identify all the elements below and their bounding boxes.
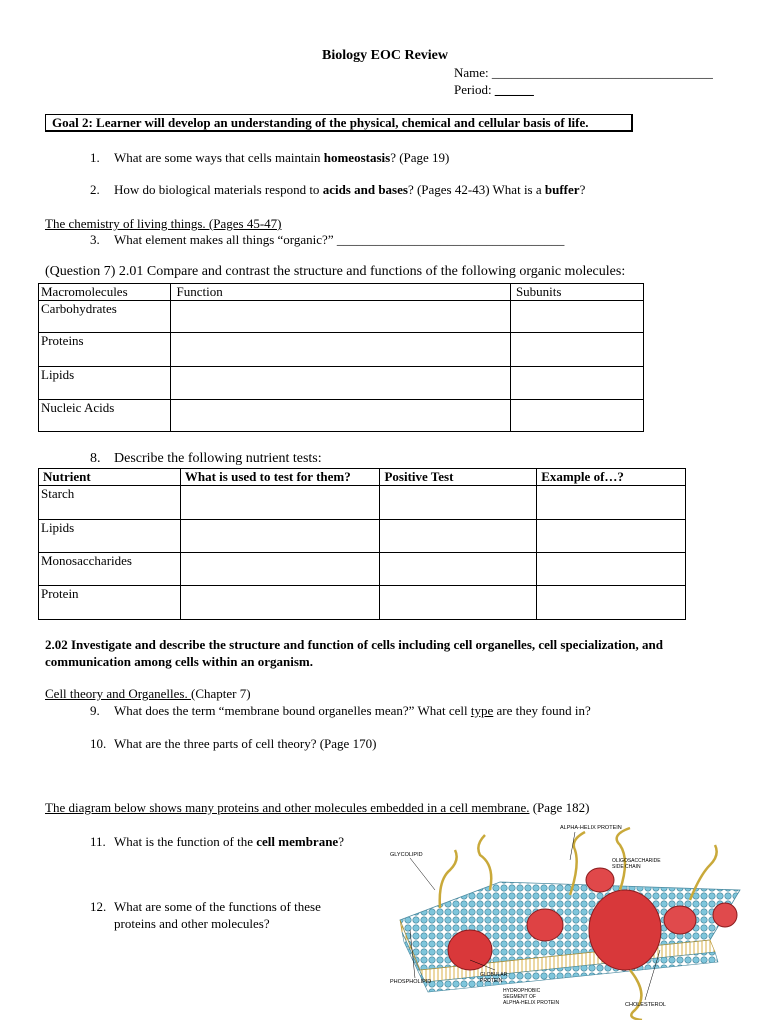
q2-bold-2: buffer <box>544 182 580 197</box>
cell-nucleic-subunits[interactable] <box>510 400 643 432</box>
label-phospholipid: PHOSPHOLIPID <box>390 979 432 985</box>
name-field[interactable] <box>454 65 713 81</box>
question-12 <box>90 899 321 915</box>
cell-protein-test[interactable] <box>180 586 380 620</box>
label-globular-2: PROTEIN <box>480 978 503 984</box>
row-lipids: Lipids <box>39 520 181 553</box>
period-blank: ______ <box>494 82 534 97</box>
cell-protein-example[interactable] <box>537 586 686 620</box>
label-hydro-2: SEGMENT OF <box>503 994 536 1000</box>
q10-text: What are the three parts of cell theory? (Page 170) <box>114 736 377 751</box>
cell-membrane-diagram <box>380 820 750 1020</box>
cell-lipids-example[interactable] <box>537 520 686 553</box>
q11-post: ? <box>338 834 344 849</box>
row-monosaccharides: Monosaccharides <box>39 553 181 586</box>
cell-mono-test[interactable] <box>180 553 380 586</box>
q8-text: Describe the following nutrient tests: <box>114 451 322 466</box>
cell-carb-subunits[interactable] <box>510 301 643 333</box>
q2-pre: How do biological materials respond to <box>114 182 323 197</box>
label-alpha-helix: ALPHA-HELIX PROTEIN <box>560 825 622 831</box>
q12-number: 12. <box>90 899 107 914</box>
question-9 <box>90 703 591 719</box>
period-label: Period: <box>454 82 492 97</box>
diagram-page: (Page 182) <box>529 800 590 815</box>
q11-number: 11. <box>90 834 106 849</box>
q3-blank: ___________________________________ <box>336 232 565 247</box>
row-lipids: Lipids <box>39 367 171 400</box>
q12-line1: What are some of the functions of these <box>114 899 321 914</box>
row-protein: Protein <box>39 586 181 620</box>
question-1 <box>90 150 449 166</box>
cell-carb-function[interactable] <box>171 301 510 333</box>
goal-2-box: Goal 2: Learner will develop an understanding of the physical, chemical and cellular basis of life. <box>45 114 633 132</box>
label-globular-1: GLOBULAR <box>480 972 508 978</box>
q9-pre: What does the term “membrane bound organelles mean?” What cell <box>114 703 471 718</box>
question-7-heading: (Question 7) 2.01 Compare and contrast the structure and functions of the following organic molecules: <box>45 264 626 279</box>
q2-post: ? <box>579 182 586 197</box>
question-3 <box>90 232 564 248</box>
header-subunits: Subunits <box>510 284 643 301</box>
cell-starch-example[interactable] <box>537 486 686 520</box>
q2-number: 2. <box>90 182 100 197</box>
globular-protein-2 <box>527 909 563 941</box>
q9-underlined: type <box>470 703 494 718</box>
cell-theory-heading <box>45 686 251 702</box>
q2-mid: ? (Pages 42-43) What is a <box>407 182 545 197</box>
header-test-used: What is used to test for them? <box>180 469 380 486</box>
name-blank: __________________________________ <box>491 65 713 80</box>
globular-protein-1 <box>448 930 492 970</box>
nutrient-tests-table <box>38 468 686 620</box>
label-oligo-1: OLIGOSACCHARIDE <box>612 858 661 864</box>
question-2 <box>90 182 585 198</box>
globular-protein-3 <box>589 890 661 970</box>
cell-mono-positive[interactable] <box>380 553 537 586</box>
cell-protein-positive[interactable] <box>380 586 537 620</box>
chemistry-heading: The chemistry of living things. (Pages 45-47) <box>45 216 282 231</box>
q11-bold: cell membrane <box>256 834 339 849</box>
cell-lipids-test[interactable] <box>180 520 380 553</box>
alpha-helix-tail <box>630 970 642 1020</box>
q1-pre: What are some ways that cells maintain <box>114 150 324 165</box>
cell-lipids-positive[interactable] <box>380 520 537 553</box>
q2-bold-1: acids and bases <box>322 182 408 197</box>
q1-post: ? (Page 19) <box>390 150 450 165</box>
diagram-heading <box>45 800 589 816</box>
globular-protein-5 <box>713 903 737 927</box>
period-field[interactable] <box>454 82 534 98</box>
section-2-02-heading: 2.02 Investigate and describe the structure and function of cells including cell organelles, cell specialization, and communication among cells within an organism. <box>45 637 663 669</box>
q9-number: 9. <box>90 703 100 718</box>
name-label: Name: <box>454 65 489 80</box>
oligosaccharide-chain-2 <box>478 835 491 890</box>
header-function: Function <box>171 284 510 301</box>
header-example-of: Example of…? <box>537 469 686 486</box>
row-starch: Starch <box>39 486 181 520</box>
cell-theory-chapter: (Chapter 7) <box>190 686 251 701</box>
q3-number: 3. <box>90 232 100 247</box>
macromolecules-table <box>38 283 644 432</box>
q11-pre: What is the function of the <box>114 834 257 849</box>
globular-protein-4 <box>664 906 696 934</box>
cell-theory-title: Cell theory and Organelles. <box>45 686 191 701</box>
row-proteins: Proteins <box>39 333 171 367</box>
cell-protein-function[interactable] <box>171 333 510 367</box>
question-11 <box>90 834 344 850</box>
question-8 <box>90 451 322 467</box>
row-nucleic-acids: Nucleic Acids <box>39 400 171 432</box>
label-oligo-2: SIDE CHAIN <box>612 864 641 870</box>
cell-lipid-function[interactable] <box>171 367 510 400</box>
row-carbohydrates: Carbohydrates <box>39 301 171 333</box>
cell-protein-subunits[interactable] <box>510 333 643 367</box>
cell-starch-positive[interactable] <box>380 486 537 520</box>
label-cholesterol: CHOLESTEROL <box>625 1002 666 1008</box>
q3-text: What element makes all things “organic?” <box>114 232 334 247</box>
question-10 <box>90 736 376 752</box>
diagram-heading-text: The diagram below shows many proteins and other molecules embedded in a cell membrane. <box>45 800 530 815</box>
header-positive-test: Positive Test <box>380 469 537 486</box>
q9-post: are they found in? <box>493 703 591 718</box>
q10-number: 10. <box>90 736 107 751</box>
q8-number: 8. <box>90 451 101 466</box>
cell-nucleic-function[interactable] <box>171 400 510 432</box>
label-hydro-1: HYDROPHOBIC <box>503 988 541 994</box>
cell-starch-test[interactable] <box>180 486 380 520</box>
page-title: Biology EOC Review <box>322 48 448 63</box>
q1-bold: homeostasis <box>323 150 391 165</box>
label-line-glycolipid <box>410 858 435 890</box>
globular-protein-6 <box>586 868 614 892</box>
label-hydro-3: ALPHA-HELIX PROTEIN <box>503 1000 560 1006</box>
label-glycolipid: GLYCOLIPID <box>390 852 423 858</box>
header-nutrient: Nutrient <box>39 469 181 486</box>
cell-lipid-subunits[interactable] <box>510 367 643 400</box>
cell-mono-example[interactable] <box>537 553 686 586</box>
q1-number: 1. <box>90 150 100 165</box>
header-macromolecules: Macromolecules <box>39 284 171 301</box>
question-12-line2: proteins and other molecules? <box>114 916 270 931</box>
